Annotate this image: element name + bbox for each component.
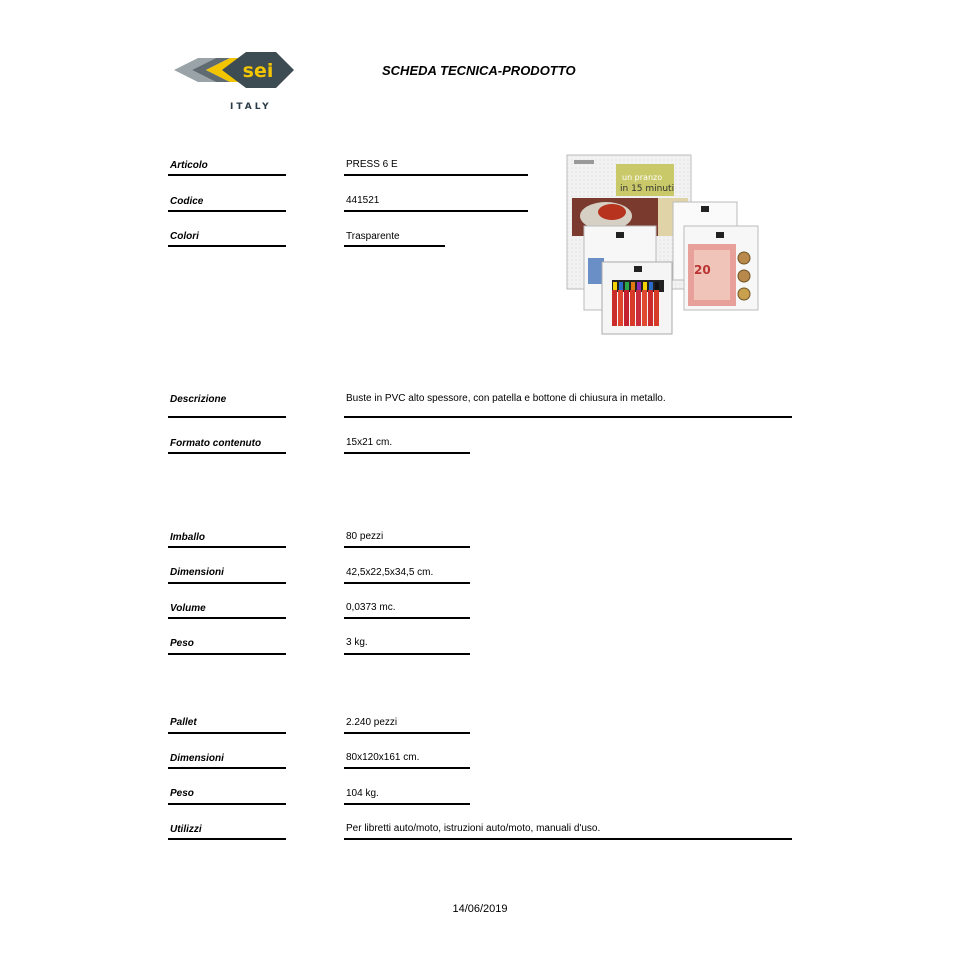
label-underline [168,546,286,548]
field-label-descrizione: Descrizione [170,394,227,405]
field-value-pallet: 2.240 pezzi [346,717,398,728]
field-value-imballo: 80 pezzi [346,531,384,542]
label-underline [168,767,286,769]
sei-logo-mark [172,46,296,102]
field-value-formato: 15x21 cm. [346,437,393,448]
label-underline [168,617,286,619]
product-photo-illustration [566,154,760,336]
label-underline [168,653,286,655]
label-underline [168,416,286,418]
field-value-imballo-peso: 3 kg. [346,637,368,648]
value-underline [344,416,792,418]
field-value-pallet-peso: 104 kg. [346,788,379,799]
banknote-text: 20 [694,263,711,277]
label-underline [168,210,286,212]
field-label-codice: Codice [170,196,204,207]
logo-italy-text: ITALY [230,102,272,112]
label-underline [168,803,286,805]
cover-text-2: in 15 minuti [620,184,675,194]
field-label-imballo-dimensioni: Dimensioni [170,567,224,578]
value-underline [344,732,470,734]
field-label-pallet: Pallet [170,717,197,728]
field-value-codice: 441521 [346,195,380,206]
field-label-articolo: Articolo [170,160,208,171]
label-underline [168,245,286,247]
cover-text-1: un pranzo [622,173,663,182]
label-underline [168,838,286,840]
field-label-colori: Colori [170,231,199,242]
field-value-articolo: PRESS 6 E [346,159,398,170]
field-label-imballo-peso: Peso [170,638,194,649]
value-underline [344,617,470,619]
footer-date: 14/06/2019 [452,903,508,915]
value-underline [344,582,470,584]
field-label-formato: Formato contenuto [170,438,262,449]
label-underline [168,582,286,584]
field-value-descrizione: Buste in PVC alto spessore, con patella e bottone di chiusura in metallo. [346,393,666,404]
label-underline [168,732,286,734]
field-value-colori: Trasparente [346,231,400,242]
field-value-pallet-dimensioni: 80x120x161 cm. [346,752,420,763]
value-underline [344,803,470,805]
label-underline [168,452,286,454]
label-underline [168,174,286,176]
value-underline [344,174,528,176]
sei-logo [172,46,296,118]
field-value-imballo-dimensioni: 42,5x22,5x34,5 cm. [346,567,434,578]
field-label-pallet-dimensioni: Dimensioni [170,753,224,764]
value-underline [344,452,470,454]
value-underline [344,210,528,212]
value-underline [344,767,470,769]
value-underline [344,838,792,840]
value-underline [344,653,470,655]
logo-brand-text: sei [242,60,274,82]
field-value-utilizzi: Per libretti auto/moto, istruzioni auto/moto, manuali d'uso. [346,823,601,834]
field-label-pallet-peso: Peso [170,788,194,799]
value-underline [344,546,470,548]
product-photo [566,154,760,336]
field-label-imballo: Imballo [170,532,206,543]
document-title: SCHEDA TECNICA-PRODOTTO [382,63,576,78]
field-label-utilizzi: Utilizzi [170,824,202,835]
value-underline [344,245,445,247]
field-value-volume: 0,0373 mc. [346,602,396,613]
field-label-volume: Volume [170,603,206,614]
